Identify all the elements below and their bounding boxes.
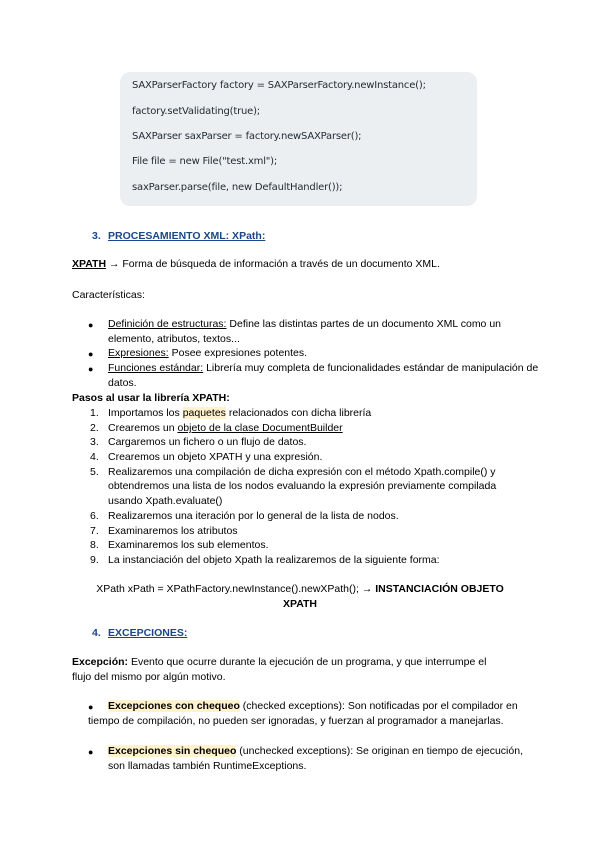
- step-item: [108, 422, 343, 434]
- step-number: 3.: [90, 436, 99, 448]
- section-heading-3: [92, 230, 265, 242]
- bullet-icon: ●: [88, 349, 94, 359]
- exception-def-continuation: flujo del mismo por algún motivo.: [72, 671, 226, 683]
- feature-item: [108, 347, 307, 359]
- bullet-icon: ●: [88, 702, 94, 712]
- section-title[interactable]: EXCEPCIONES:: [108, 627, 188, 639]
- checked-exceptions-term: Excepciones con chequeo: [108, 700, 240, 712]
- instantiation-label: INSTANCIACIÓN OBJETO: [375, 583, 504, 595]
- step-number: 9.: [90, 554, 99, 566]
- step-item: Crearemos un objeto XPATH y una expresión.: [108, 451, 323, 463]
- unchecked-exceptions-continuation: son llamadas también RuntimeExceptions.: [108, 760, 307, 772]
- step-number: 1.: [90, 407, 99, 419]
- step-item: Cargaremos un fichero o un flujo de datos.: [108, 436, 307, 448]
- xpath-definition: [72, 258, 440, 270]
- code-line: SAXParserFactory factory = SAXParserFactory.newInstance();: [132, 80, 426, 91]
- feature-text: Define las distintas partes de un documento XML como un: [226, 318, 501, 330]
- xpath-def-text: → Forma de búsqueda de información a través de un documento XML.: [106, 258, 440, 270]
- feature-term: Funciones estándar:: [108, 362, 204, 374]
- step-number: 2.: [90, 422, 99, 434]
- step-number: 7.: [90, 525, 99, 537]
- bullet-icon: ●: [88, 364, 94, 374]
- feature-text: Librería muy completa de funcionalidades estándar de manipulación de: [203, 362, 539, 374]
- unchecked-exceptions-term: Excepciones sin chequeo: [108, 745, 237, 757]
- steps-label: Pasos al usar la librería XPATH:: [72, 392, 230, 404]
- step-text: Importamos los: [108, 407, 183, 419]
- step-item: Realizaremos una iteración por lo general de la lista de nodos.: [108, 510, 399, 522]
- feature-term: Expresiones:: [108, 347, 169, 359]
- section-heading-4: [92, 627, 187, 639]
- exception-def-text: Evento que ocurre durante la ejecución de un programa, y que interrumpe el: [128, 656, 487, 668]
- checked-exceptions-item: [108, 700, 518, 712]
- section-number: 3.: [92, 230, 101, 242]
- unchecked-exceptions-item: [108, 745, 523, 757]
- instantiation-label-cont: XPATH: [282, 598, 318, 610]
- feature-continuation: elemento, atributos, textos...: [108, 333, 240, 345]
- instantiation-line: [0, 583, 600, 595]
- step-number: 6.: [90, 510, 99, 522]
- step-number: 5.: [90, 466, 99, 478]
- step-item: Examinaremos los atributos: [108, 525, 238, 537]
- checked-exceptions-text: (checked exceptions): Son notificadas por el compilador en: [239, 700, 518, 712]
- step-text: relacionados con dicha librería: [225, 407, 372, 419]
- step-item: Examinaremos los sub elementos.: [108, 539, 269, 551]
- code-block: [120, 72, 477, 206]
- code-line: SAXParser saxParser = factory.newSAXParser();: [132, 131, 362, 142]
- xpath-term: XPATH: [72, 258, 107, 270]
- step-item: [108, 407, 371, 419]
- section-title[interactable]: PROCESAMIENTO XML: XPath:: [108, 230, 266, 242]
- feature-item: [108, 362, 538, 374]
- section-number: 4.: [92, 627, 101, 639]
- step-number: 4.: [90, 451, 99, 463]
- code-line: File file = new File("test.xml");: [132, 156, 278, 167]
- step-text: Crearemos un: [108, 422, 178, 434]
- unchecked-exceptions-text: (unchecked exceptions): Se originan en tiempo de ejecución,: [236, 745, 523, 757]
- feature-item: [108, 318, 501, 330]
- code-line: saxParser.parse(file, new DefaultHandler());: [132, 182, 343, 193]
- feature-continuation: datos.: [108, 377, 137, 389]
- step-item: La instanciación del objeto Xpath la realizaremos de la siguiente forma:: [108, 554, 440, 566]
- step-item: Realizaremos una compilación de dicha expresión con el método Xpath.compile() y: [108, 466, 496, 478]
- underlined-text: objeto de la clase DocumentBuilder: [177, 422, 343, 434]
- feature-term: Definición de estructuras:: [108, 318, 227, 330]
- code-line: factory.setValidating(true);: [132, 106, 260, 117]
- checked-exceptions-continuation: tiempo de compilación, no pueden ser ignoradas, y fuerzan al programador a manejarlas.: [88, 715, 504, 727]
- features-label: Características:: [72, 289, 145, 301]
- exception-term: Excepción:: [72, 656, 129, 668]
- step-continuation: obtendremos una lista de los nodos evaluando la expresión previamente compilada: [108, 480, 497, 492]
- instantiation-code: XPath xPath = XPathFactory.newInstance().newXPath(); →: [96, 583, 376, 595]
- bullet-icon: ●: [88, 747, 94, 757]
- exception-definition: [72, 656, 486, 668]
- highlighted-text: paquetes: [182, 407, 226, 419]
- step-number: 8.: [90, 539, 99, 551]
- feature-text: Posee expresiones potentes.: [168, 347, 308, 359]
- step-continuation: usando Xpath.evaluate(): [108, 495, 223, 507]
- bullet-icon: ●: [88, 320, 94, 330]
